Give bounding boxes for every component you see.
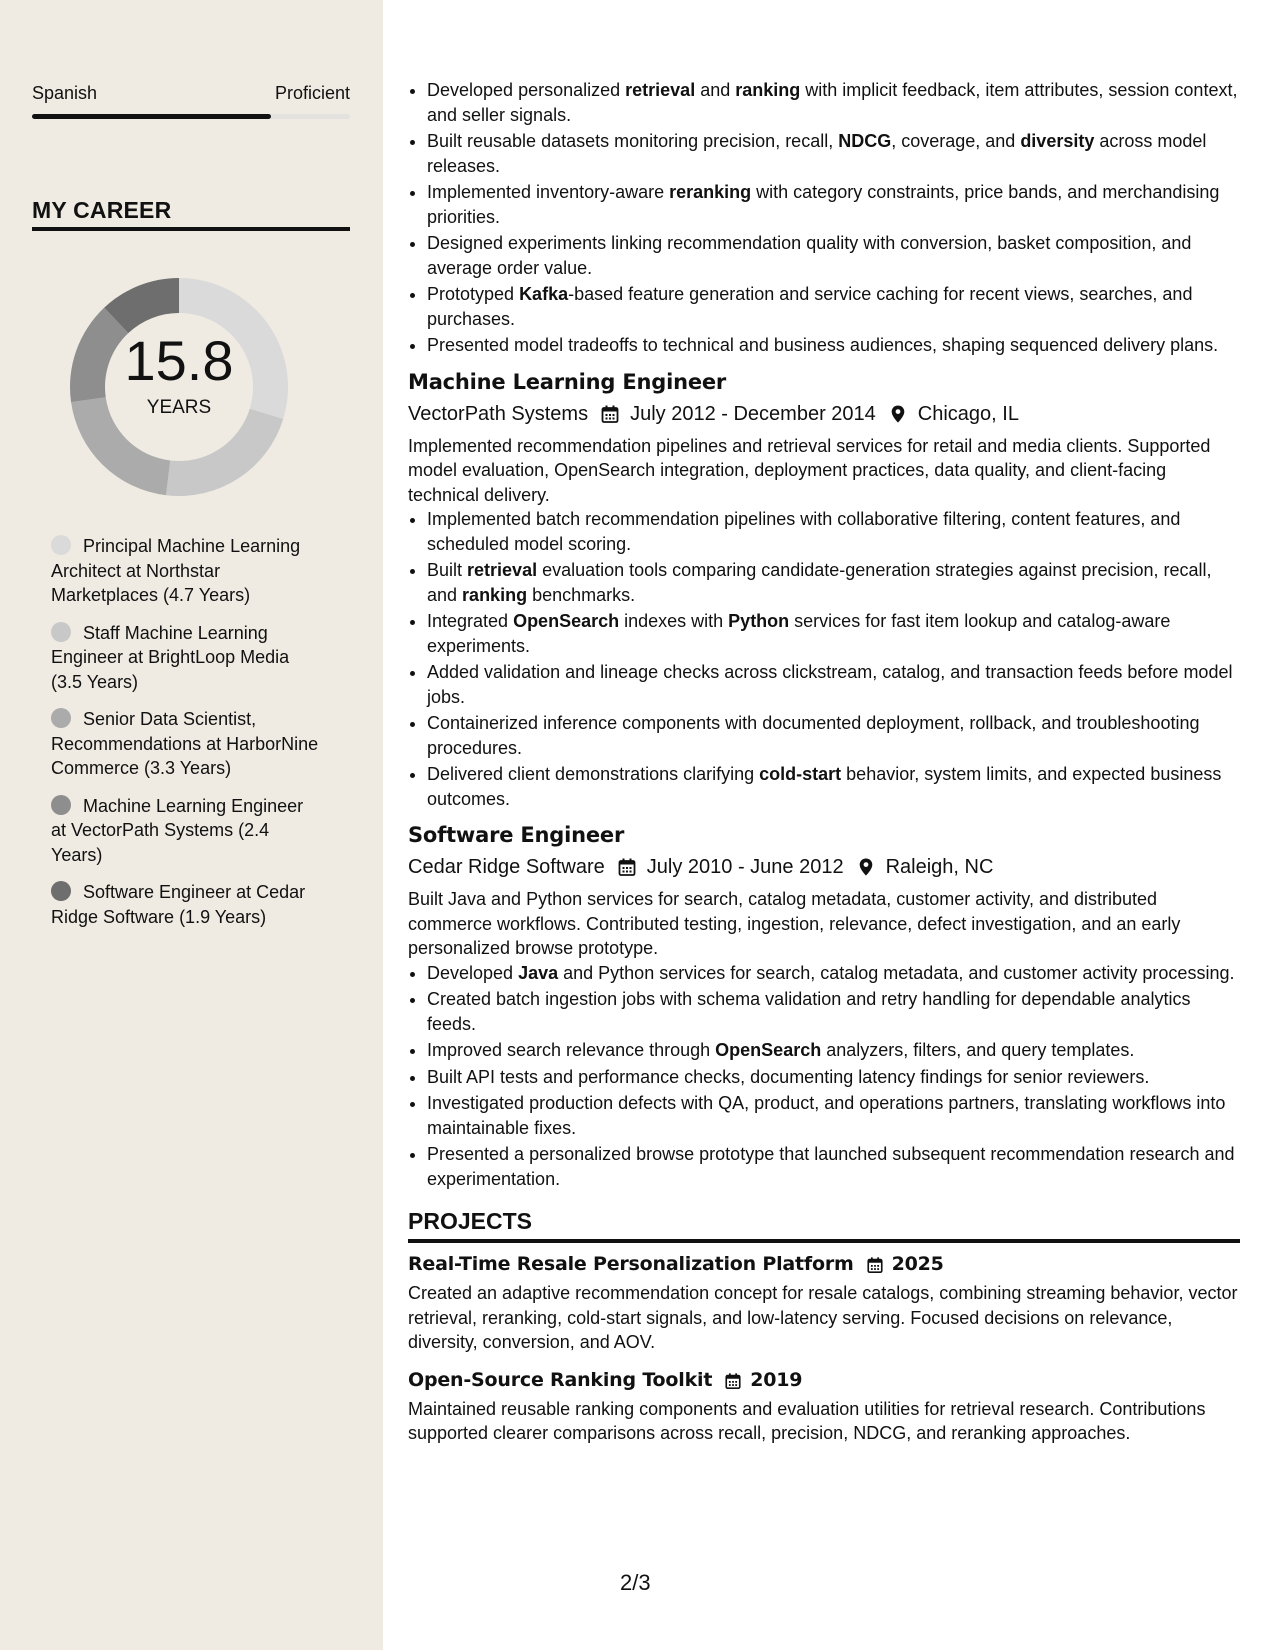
bullet-item: • Delivered client demonstrations clarifying cold-start behavior, system limits, and expected business outcomes. xyxy=(427,762,1240,811)
career-legend-label: Software Engineer at Cedar Ridge Software (1.9 Years) xyxy=(51,882,306,927)
keyword: ranking xyxy=(735,80,801,100)
job-title: Software Engineer xyxy=(408,823,625,847)
experience-list xyxy=(408,368,1240,1192)
bullet-item: • Presented model tradeoffs to technical and business audiences, shaping sequenced delivery plans. xyxy=(427,333,1240,358)
donut-center-label: YEARS xyxy=(146,397,212,418)
bullet-item: • Added validation and lineage checks across clickstream, catalog, and transaction feeds before model jobs. xyxy=(427,660,1240,709)
bullet-item: • Created batch ingestion jobs with schema validation and retry handling for dependable analytics feeds. xyxy=(427,987,1240,1036)
bullet-item: • Investigated production defects with QA, product, and operations partners, translating workflows into maintainable fixes. xyxy=(427,1091,1240,1140)
legend-dot xyxy=(51,795,71,815)
keyword: retrieval xyxy=(467,560,538,580)
job-bullets xyxy=(408,507,1240,811)
career-legend-item xyxy=(51,794,321,868)
career-heading: MY CAREER xyxy=(32,197,172,223)
sidebar xyxy=(0,0,383,1650)
bullet-item: • Prototyped Kafka-based feature generation and service caching for recent views, searches, and purchases. xyxy=(427,282,1240,331)
career-legend-item xyxy=(51,621,321,695)
keyword: reranking xyxy=(669,182,752,202)
main-content xyxy=(408,78,1240,1458)
legend-dot xyxy=(51,622,71,642)
bullet-item: • Containerized inference components with documented deployment, rollback, and troubleshooting procedures. xyxy=(427,711,1240,760)
keyword: ranking xyxy=(462,584,528,605)
bullet-item: • Designed experiments linking recommendation quality with conversion, basket composition, and average order value. xyxy=(427,231,1240,280)
career-legend-label: Senior Data Scientist, Recommendations at HarborNine Commerce (3.3 Years) xyxy=(51,709,319,778)
language-proficiency-bar xyxy=(32,114,350,119)
career-legend xyxy=(51,534,321,942)
project-header xyxy=(408,1251,1240,1277)
career-legend-label: Machine Learning Engineer at VectorPath Systems (2.4 Years) xyxy=(51,795,304,865)
job-bullets xyxy=(408,961,1240,1192)
keyword: diversity xyxy=(1020,131,1095,151)
donut-center-value: 15.8 xyxy=(124,329,234,392)
job-company: Cedar Ridge Software xyxy=(408,856,605,878)
keyword: Java xyxy=(518,962,559,983)
donut-segment xyxy=(166,409,283,496)
language-level: Proficient xyxy=(274,83,350,103)
keyword: Python xyxy=(728,611,790,631)
career-years-donut-chart xyxy=(64,272,294,502)
continued-job-bullets xyxy=(408,78,1240,358)
bullet-item: • Presented a personalized browse prototype that launched subsequent recommendation research and experimentation. xyxy=(427,1142,1240,1191)
bullet-item: • Implemented batch recommendation pipelines with collaborative filtering, content features, and scheduled model scoring. xyxy=(427,507,1240,556)
job-title: Machine Learning Engineer xyxy=(408,369,727,394)
project-title: Open-Source Ranking Toolkit xyxy=(408,1368,713,1391)
job-dates: July 2012 - December 2014 xyxy=(630,402,876,425)
bullet-item: • Built API tests and performance checks, documenting latency findings for senior reviewers. xyxy=(427,1065,1240,1090)
job-company: VectorPath Systems xyxy=(408,402,589,425)
project-year: 2025 xyxy=(891,1253,944,1275)
project-entry xyxy=(408,1367,1240,1446)
career-legend-item xyxy=(51,880,321,929)
career-legend-item xyxy=(51,534,321,608)
job-location: Raleigh, NC xyxy=(885,856,994,878)
bullet-item: • Built reusable datasets monitoring precision, recall, NDCG, coverage, and diversity across model releases. xyxy=(427,129,1240,178)
bullet-item: • Implemented inventory-aware reranking with category constraints, price bands, and merchandising priorities. xyxy=(427,180,1240,229)
job-meta xyxy=(408,400,1240,428)
language-name: Spanish xyxy=(32,83,98,103)
legend-dot xyxy=(51,708,71,728)
career-legend-label: Staff Machine Learning Engineer at BrightLoop Media (3.5 Years) xyxy=(51,622,290,692)
bullet-item: • Improved search relevance through OpenSearch analyzers, filters, and query templates. xyxy=(427,1038,1240,1063)
keyword: retrieval xyxy=(625,80,696,100)
calendar-icon xyxy=(866,1255,884,1273)
bullet-item: • Developed Java and Python services for search, catalog metadata, and customer activity processing. xyxy=(427,961,1240,986)
calendar-icon xyxy=(724,1371,742,1389)
career-heading-rule xyxy=(32,227,350,231)
calendar-icon xyxy=(600,404,620,424)
keyword: Kafka xyxy=(519,284,569,304)
project-title: Real-Time Resale Personalization Platform xyxy=(408,1253,854,1275)
project-description: Created an adaptive recommendation concept for resale catalogs, combining streaming behavior, vector retrieval, reranking, cold-start signals, and low-latency serving. Focused decisions on relevance, diversity, conversion, and AOV. xyxy=(408,1283,1238,1352)
bullet-item: • Integrated OpenSearch indexes with Python services for fast item lookup and catalog-aware experiments. xyxy=(427,609,1240,658)
legend-dot xyxy=(51,535,71,555)
legend-dot xyxy=(51,881,71,901)
projects-list xyxy=(408,1251,1240,1446)
career-legend-label: Principal Machine Learning Architect at Northstar Marketplaces (4.7 Years) xyxy=(51,536,301,605)
job-meta xyxy=(408,853,1240,881)
location-pin-icon xyxy=(888,404,908,424)
career-legend-item xyxy=(51,707,321,781)
page-number: 2/3 xyxy=(620,1570,651,1595)
job-location: Chicago, IL xyxy=(917,402,1019,425)
bullet-item: • Developed personalized retrieval and ranking with implicit feedback, item attributes, session context, and seller signals. xyxy=(427,78,1240,127)
projects-heading-rule xyxy=(408,1239,1240,1243)
job-summary: Built Java and Python services for search, catalog metadata, customer activity, and distributed commerce workflows. Contributed testing, ingestion, relevance, defect investigation, and an early personalized browse prototype. xyxy=(408,889,1181,958)
job-summary: Implemented recommendation pipelines and retrieval services for retail and media clients. Supported model evaluation, OpenSearch integration, deployment practices, data quality, and client-facing technical delivery. xyxy=(408,435,1211,505)
bullet-item: • Built retrieval evaluation tools comparing candidate-generation strategies against precision, recall, and ranking benchmarks. xyxy=(427,558,1240,607)
keyword: cold-start xyxy=(759,764,842,784)
location-pin-icon xyxy=(856,857,876,877)
project-year: 2019 xyxy=(750,1368,803,1391)
project-header xyxy=(408,1367,1240,1393)
job-entry xyxy=(408,368,1240,812)
project-entry xyxy=(408,1251,1240,1355)
project-description: Maintained reusable ranking components and evaluation utilities for retrieval research. Contributions supported clearer comparisons across recall, precision, NDCG, and reranking approaches. xyxy=(408,1398,1206,1443)
keyword: OpenSearch xyxy=(513,611,620,631)
language-row xyxy=(32,82,350,104)
calendar-icon xyxy=(617,857,637,877)
keyword: OpenSearch xyxy=(715,1040,822,1060)
keyword: NDCG xyxy=(838,131,892,151)
job-dates: July 2010 - June 2012 xyxy=(646,856,844,878)
projects-heading: PROJECTS xyxy=(408,1208,532,1234)
language-proficiency-fill xyxy=(32,114,271,119)
job-entry xyxy=(408,821,1240,1191)
